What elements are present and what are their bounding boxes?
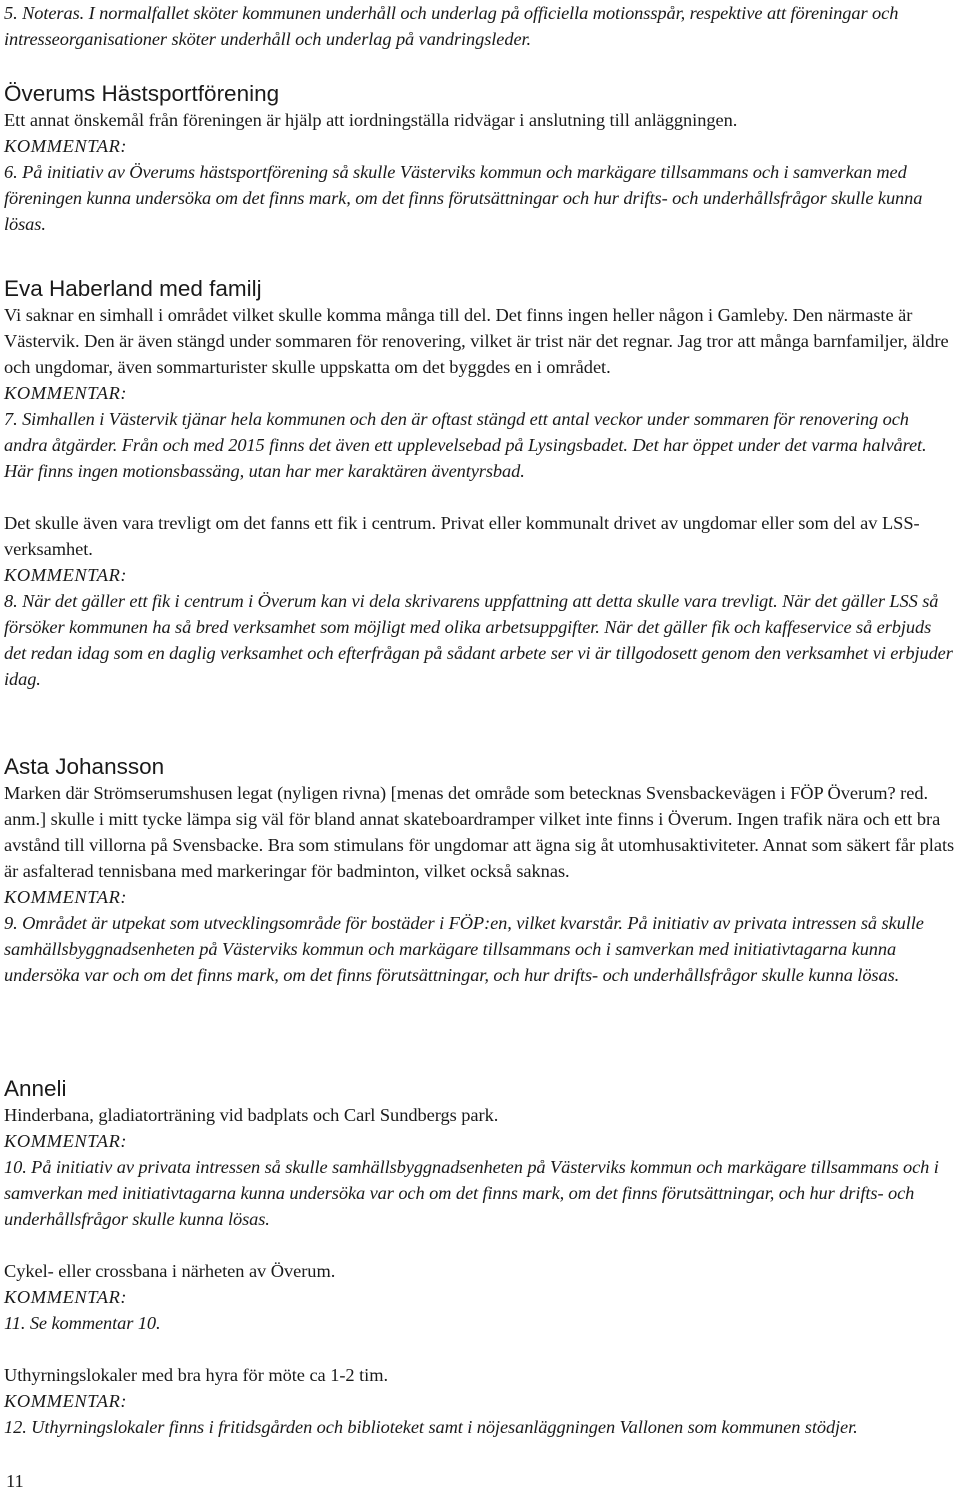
kommentar-label: KOMMENTAR: bbox=[4, 887, 128, 907]
comment-7: 7. Simhallen i Västervik tjänar hela kommunen och den är oftast stängd ett antal veckor under sommaren för renovering och andra åtgärder. Från och med 2015 finns det även ett upplevelsebad på Lysingsbadet. Det har öppet under det varma halvåret. Här finns ingen motionsbassäng, utan har mer karaktären äventyrsbad. bbox=[4, 409, 927, 481]
paragraph-gap bbox=[4, 1232, 956, 1258]
section-heading: Asta Johansson bbox=[4, 754, 165, 779]
section-eva-haberland bbox=[4, 276, 956, 692]
submission-text: Ett annat önskemål från föreningen är hjälp att iordningställa ridvägar i anslutning till anläggningen. bbox=[4, 110, 738, 130]
section-anneli bbox=[4, 1076, 956, 1440]
submission-text: Uthyrningslokaler med bra hyra för möte ca 1-2 tim. bbox=[4, 1365, 389, 1385]
kommentar-label: KOMMENTAR: bbox=[4, 565, 128, 585]
page-number: 11 bbox=[6, 1471, 24, 1491]
comment-9: 9. Området är utpekat som utvecklingsområde för bostäder i FÖP:en, vilket kvarstår. På initiativ av privata intressen så skulle samhällsbyggnadsenheten på Västerviks kommun och markägare tillsammans och i samverkan med initiativtagarna kunna undersöka var och om det finns mark, om det finns förutsättningar, och hur drifts- och underhållsfrågor skulle kunna lösas. bbox=[4, 913, 924, 985]
section-top-comment bbox=[4, 0, 956, 52]
comment-5: 5. Noteras. I normalfallet sköter kommunen underhåll och underlag på officiella motionsspår, respektive att föreningar och intresseorganisationer sköter underhåll och underlag på vandringsleder. bbox=[4, 3, 899, 49]
submission-text: Hinderbana, gladiatorträning vid badplats och Carl Sundbergs park. bbox=[4, 1105, 499, 1125]
kommentar-label: KOMMENTAR: bbox=[4, 383, 128, 403]
paragraph-gap bbox=[4, 1336, 956, 1362]
kommentar-label: KOMMENTAR: bbox=[4, 1391, 128, 1411]
comment-10: 10. På initiativ av privata intressen så skulle samhällsbyggnadsenheten på Västerviks kommun och markägare tillsammans och i samverkan med initiativtagarna kunna undersöka var och om det finns mark, om det finns förutsättningar, och hur drifts- och underhållsfrågor skulle kunna lösas. bbox=[4, 1157, 939, 1229]
comment-12: 12. Uthyrningslokaler finns i fritidsgården och biblioteket samt i nöjesanläggningen Vallonen som kommunen stödjer. bbox=[4, 1417, 858, 1437]
comment-11: 11. Se kommentar 10. bbox=[4, 1313, 161, 1333]
section-heading: Eva Haberland med familj bbox=[4, 276, 262, 301]
submission-text: Vi saknar en simhall i området vilket skulle komma många till del. Det finns ingen heller någon i Gamleby. Den närmaste är Västervik. Den är även stängd under sommaren för renovering, vilket är trist när det regnar. Jag tror att många barnfamiljer, äldre och ungdomar, även sommarturister skulle uppskatta om det byggdes en i området. bbox=[4, 305, 949, 377]
section-heading: Överums Hästsportförening bbox=[4, 81, 280, 106]
submission-text: Marken där Strömserumshusen legat (nyligen rivna) [menas det område som betecknas Svensbackevägen i FÖP Överum? red. anm.] skulle i mitt tycke lämpa sig väl för bland annat skateboardramper vilket inte finns i Överum. Ingen trafik nära och ett bra avstånd till villorna på Svensbacke. Bra som stimulans för ungdomar att ägna sig åt utomhusaktiviteter. Annat som säkert får plats är asfalterad tennisbana med markeringar för badminton, vilket också saknas. bbox=[4, 783, 955, 881]
paragraph-gap bbox=[4, 484, 956, 510]
submission-text: Cykel- eller crossbana i närheten av Överum. bbox=[4, 1261, 336, 1281]
submission-text: Det skulle även vara trevligt om det fanns ett fik i centrum. Privat eller kommunalt drivet av ungdomar eller som del av LSS-verksamhet. bbox=[4, 513, 920, 559]
comment-6: 6. På initiativ av Överums hästsportförening så skulle Västerviks kommun och markägare tillsammans och i samverkan med föreningen kunna undersöka om det finns mark, om det finns förutsättningar och hur drifts- och underhållsfrågor skulle kunna lösas. bbox=[4, 162, 923, 234]
section-heading: Anneli bbox=[4, 1076, 67, 1101]
kommentar-label: KOMMENTAR: bbox=[4, 1287, 128, 1307]
section-overums-hastsportforening bbox=[4, 81, 956, 237]
section-asta-johansson bbox=[4, 754, 956, 988]
kommentar-label: KOMMENTAR: bbox=[4, 1131, 128, 1151]
comment-8: 8. När det gäller ett fik i centrum i Överum kan vi dela skrivarens uppfattning att detta skulle vara trevligt. När det gäller LSS så försöker kommunen ha så bred verksamhet som möjligt med olika arbetsuppgifter. När det gäller fik och kaffeservice så erbjuds det redan idag som en daglig verksamhet och efterfrågan på sådant arbete ser vi är tillgodosett genom den verksamhet vi erbjuder idag. bbox=[4, 591, 953, 689]
kommentar-label: KOMMENTAR: bbox=[4, 136, 128, 156]
